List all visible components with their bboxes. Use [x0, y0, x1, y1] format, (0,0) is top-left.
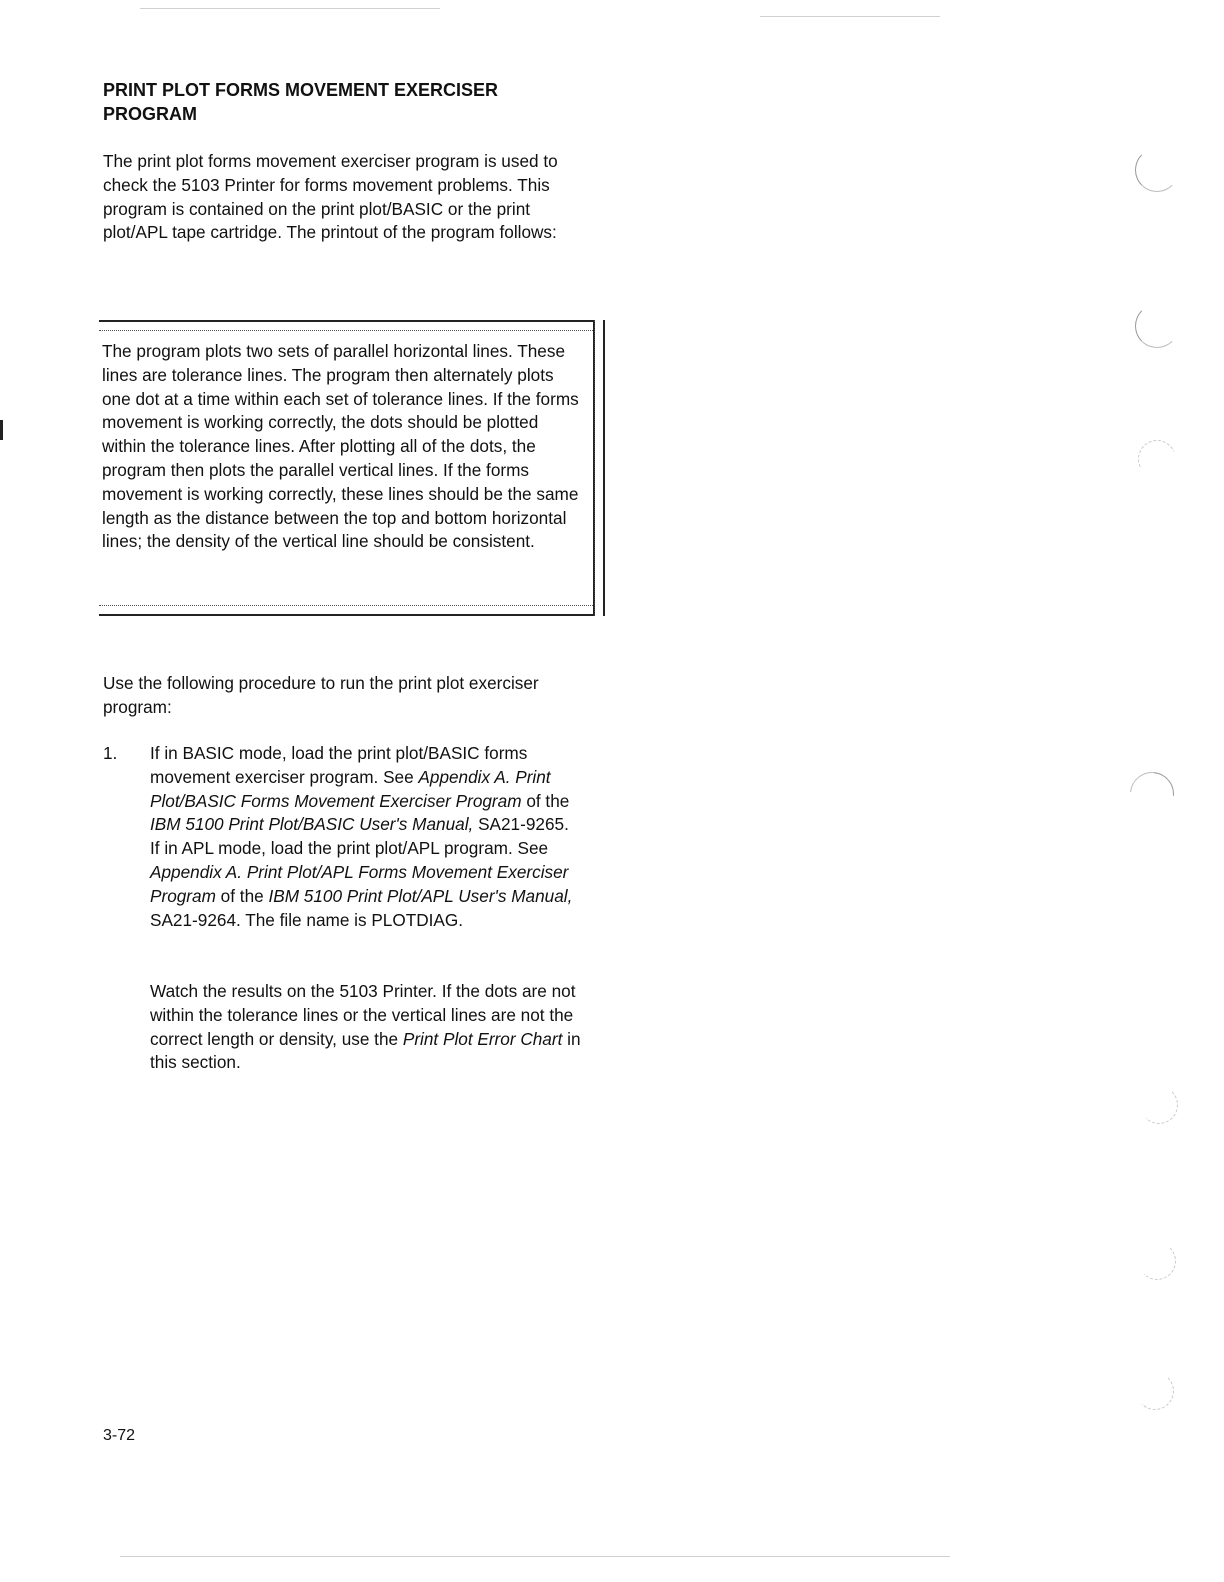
scan-edge-mark: [120, 1556, 950, 1557]
binder-hole-decoration: [1121, 763, 1183, 825]
step-number: 1.: [103, 743, 118, 763]
printout-perforation-top: [99, 324, 593, 331]
step-reference-basic-manual: IBM 5100 Print Plot/BASIC User's Manual,: [150, 814, 474, 835]
step-body: [150, 742, 582, 932]
step-text-part: SA21-9264. The file name is PLOTDIAG.: [150, 909, 464, 930]
printout-perforation-bottom: [99, 605, 593, 612]
step-reference-apl-manual: IBM 5100 Print Plot/APL User's Manual,: [268, 885, 573, 906]
followup-reference-error-chart: Print Plot Error Chart: [402, 1028, 563, 1049]
step-reference-appendix-basic: Appendix A. Print Plot/BASIC Forms Movement Exerciser Program: [150, 766, 551, 811]
step-followup: [150, 980, 582, 1075]
step-text-part: SA21-9265. If in APL mode, load the print plot/APL program. See: [150, 814, 569, 859]
scan-edge-mark: [0, 420, 3, 440]
page-number: 3-72: [103, 1427, 136, 1444]
step-text-part: of the: [521, 790, 570, 811]
binder-hole-decoration: [1135, 148, 1179, 192]
binder-hole-decoration: [1140, 1086, 1178, 1124]
binder-hole-decoration: [1136, 1372, 1174, 1410]
heading-line-2: PROGRAM: [103, 104, 197, 124]
binder-hole-decoration: [1133, 435, 1182, 484]
printout-tractor-rail: [594, 320, 605, 616]
followup-text-part: Watch the results on the 5103 Printer. If the dots are not within the tolerance lines or the vertical lines are not the correct length or density, use the: [150, 981, 576, 1049]
procedure-intro-paragraph: Use the following procedure to run the print plot exerciser program:: [103, 673, 539, 717]
scan-edge-mark: [140, 8, 440, 9]
scan-edge-mark: [760, 16, 940, 17]
step-reference-appendix-apl: Appendix A. Print Plot/APL Forms Movement Exerciser Program: [150, 861, 569, 906]
intro-paragraph: The print plot forms movement exerciser program is used to check the 5103 Printer for forms movement problems. This program is contained on the print plot/BASIC or the print plot/APL tape cartridge. The printout of the program follows:: [103, 151, 558, 243]
printout-box: [99, 320, 595, 616]
printout-text: The program plots two sets of parallel horizontal lines. These lines are tolerance lines. The program then alternately plots one dot at a time within each set of tolerance lines. If the forms movement is working correctly, the dots should be plotted within the tolerance lines. After plotting all of the dots, the program then plots the parallel vertical lines. If the forms movement is working correctly, these lines should be the same length as the distance between the top and bottom horizontal lines; the density of the vertical line should be consistent.: [102, 341, 579, 552]
step-text-part: If in BASIC mode, load the print plot/BASIC forms movement exerciser program. See: [150, 743, 528, 787]
page-heading: [103, 78, 563, 126]
binder-hole-decoration: [1135, 304, 1179, 348]
binder-hole-decoration: [1138, 1242, 1176, 1280]
step-text-part: of the: [215, 885, 269, 906]
followup-text-part: in this section.: [150, 1028, 581, 1073]
heading-line-1: PRINT PLOT FORMS MOVEMENT EXERCISER: [103, 80, 499, 100]
